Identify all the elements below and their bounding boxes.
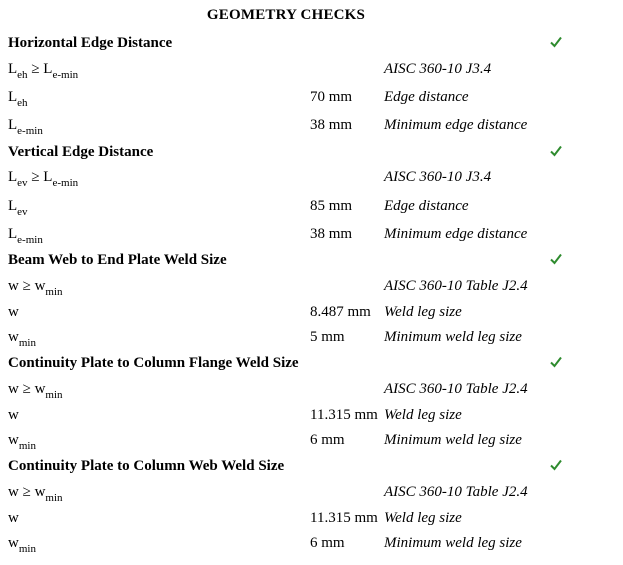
code-reference: AISC 360-10 J3.4	[384, 169, 492, 185]
symbol-base: w	[8, 535, 19, 551]
symbol-subscript: min	[18, 440, 36, 452]
symbol-base: w	[34, 278, 46, 294]
symbol-base: L	[43, 61, 53, 77]
symbol-base: w	[34, 484, 46, 500]
parameter-description: Weld leg size	[384, 407, 462, 423]
symbol-base: w	[8, 484, 19, 500]
symbol-base: w	[8, 304, 19, 320]
symbol-subscript: eh	[17, 69, 28, 81]
parameter-row	[0, 117, 623, 141]
section-title: Horizontal Edge Distance	[8, 35, 173, 51]
symbol-base: L	[43, 169, 53, 185]
parameter-value: 8.487 mm	[310, 304, 371, 320]
criterion-expression	[8, 61, 78, 81]
symbol-subscript: min	[45, 389, 63, 401]
parameter-symbol	[8, 304, 19, 324]
criterion-row	[0, 381, 623, 405]
code-reference: AISC 360-10 Table J2.4	[384, 484, 528, 500]
symbol-base: L	[8, 169, 18, 185]
parameter-value: 85 mm	[310, 198, 353, 214]
code-reference: AISC 360-10 J3.4	[384, 61, 492, 77]
parameter-description: Edge distance	[384, 198, 469, 214]
operator: ≥	[27, 61, 44, 77]
parameter-description: Edge distance	[384, 89, 469, 105]
parameter-row	[0, 432, 623, 456]
symbol-subscript: e-min	[17, 234, 43, 246]
parameter-row	[0, 407, 623, 431]
section-title: Continuity Plate to Column Flange Weld Size	[8, 355, 299, 371]
symbol-base: w	[8, 432, 19, 448]
criterion-expression	[8, 278, 63, 298]
section-title: Continuity Plate to Column Web Weld Size	[8, 458, 285, 474]
parameter-symbol	[8, 226, 43, 246]
parameter-row	[0, 198, 623, 222]
page-title: GEOMETRY CHECKS	[206, 7, 366, 23]
symbol-subscript: min	[45, 286, 63, 298]
symbol-base: L	[8, 61, 18, 77]
parameter-symbol	[8, 117, 43, 137]
criterion-expression	[8, 169, 78, 189]
symbol-base: w	[8, 510, 19, 526]
parameter-value: 11.315 mm	[310, 510, 378, 526]
symbol-base: w	[8, 381, 19, 397]
operator: ≥	[27, 169, 44, 185]
symbol-base: L	[8, 198, 18, 214]
symbol-subscript: e-min	[52, 177, 79, 189]
checkmark-icon	[548, 354, 564, 370]
symbol-subscript: ev	[17, 177, 28, 189]
symbol-base: L	[8, 89, 18, 105]
section-title: Vertical Edge Distance	[8, 144, 154, 160]
parameter-description: Minimum weld leg size	[384, 535, 522, 551]
section-heading-row	[0, 35, 623, 59]
operator: ≥	[18, 278, 35, 294]
parameter-symbol	[8, 329, 36, 349]
parameter-value: 38 mm	[310, 117, 353, 133]
section-heading-row	[0, 144, 623, 168]
parameter-value: 70 mm	[310, 89, 353, 105]
parameter-value: 38 mm	[310, 226, 353, 242]
criterion-expression	[8, 484, 63, 504]
symbol-subscript: e-min	[52, 69, 79, 81]
parameter-symbol	[8, 198, 28, 218]
symbol-subscript: ev	[17, 206, 28, 218]
criterion-row	[0, 169, 623, 193]
parameter-value: 11.315 mm	[310, 407, 378, 423]
parameter-row	[0, 226, 623, 250]
parameter-row	[0, 510, 623, 534]
section-heading-row	[0, 458, 623, 482]
code-reference: AISC 360-10 Table J2.4	[384, 278, 528, 294]
parameter-row	[0, 304, 623, 328]
section-heading-row	[0, 252, 623, 276]
parameter-value: 6 mm	[310, 535, 345, 551]
checkmark-icon	[548, 251, 564, 267]
parameter-symbol	[8, 89, 28, 109]
checkmark-icon	[548, 457, 564, 473]
operator: ≥	[18, 484, 35, 500]
criterion-expression	[8, 381, 63, 401]
parameter-description: Weld leg size	[384, 510, 462, 526]
symbol-base: w	[8, 278, 19, 294]
section-heading-row	[0, 355, 623, 379]
checkmark-icon	[548, 34, 564, 50]
parameter-description: Minimum edge distance	[384, 226, 528, 242]
parameter-description: Minimum weld leg size	[384, 329, 522, 345]
criterion-row	[0, 61, 623, 85]
symbol-base: L	[8, 117, 18, 133]
parameter-value: 5 mm	[310, 329, 345, 345]
parameter-description: Minimum edge distance	[384, 117, 528, 133]
symbol-subscript: min	[45, 492, 63, 504]
operator: ≥	[18, 381, 35, 397]
parameter-row	[0, 535, 623, 559]
parameter-symbol	[8, 432, 36, 452]
symbol-subscript: eh	[17, 97, 28, 109]
parameter-symbol	[8, 407, 19, 427]
symbol-subscript: e-min	[17, 125, 43, 137]
criterion-row	[0, 484, 623, 508]
code-reference: AISC 360-10 Table J2.4	[384, 381, 528, 397]
symbol-subscript: min	[18, 337, 36, 349]
parameter-row	[0, 329, 623, 353]
parameter-row	[0, 89, 623, 113]
symbol-base: L	[8, 226, 18, 242]
section-title: Beam Web to End Plate Weld Size	[8, 252, 227, 268]
symbol-subscript: min	[18, 543, 36, 555]
symbol-base: w	[8, 407, 19, 423]
criterion-row	[0, 278, 623, 302]
symbol-base: w	[8, 329, 19, 345]
parameter-symbol	[8, 510, 19, 530]
symbol-base: w	[34, 381, 46, 397]
parameter-description: Minimum weld leg size	[384, 432, 522, 448]
checkmark-icon	[548, 143, 564, 159]
parameter-symbol	[8, 535, 36, 555]
parameter-value: 6 mm	[310, 432, 345, 448]
parameter-description: Weld leg size	[384, 304, 462, 320]
